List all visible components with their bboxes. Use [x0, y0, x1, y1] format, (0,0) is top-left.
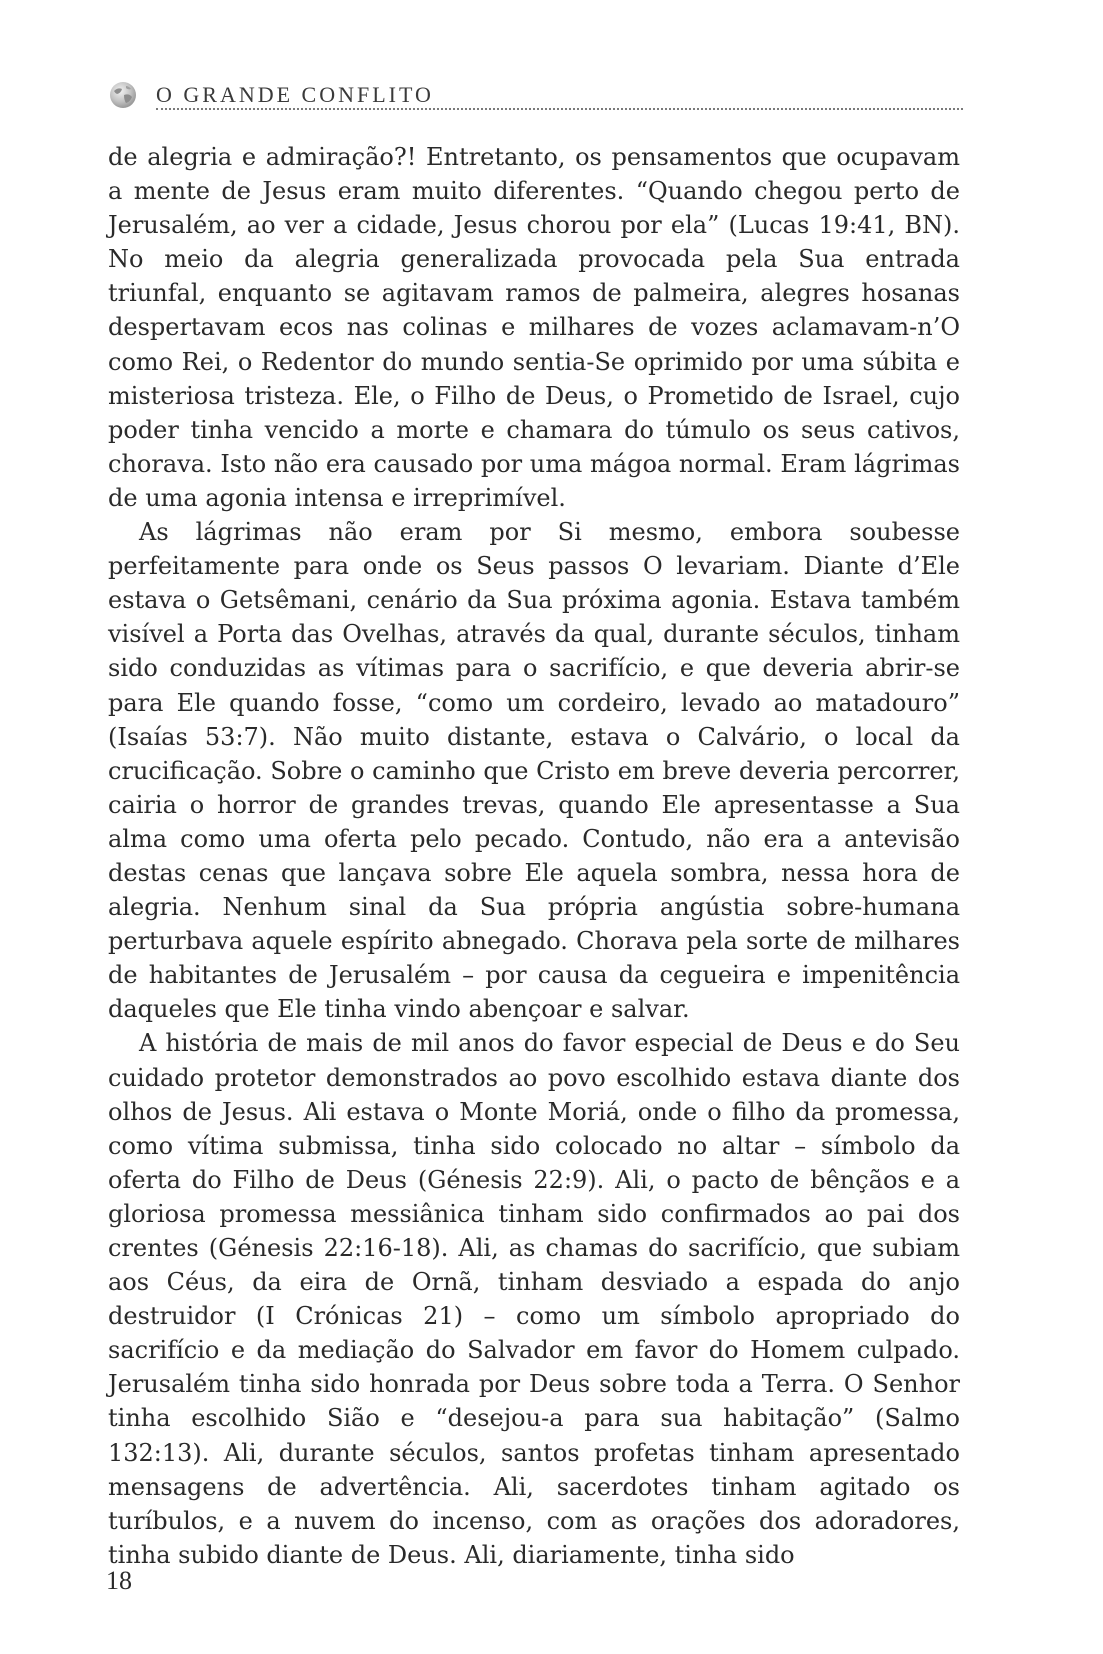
header-dotted-rule [156, 108, 963, 110]
book-title: O GRANDE CONFLITO [156, 82, 434, 107]
globe-icon [108, 80, 138, 110]
paragraph-2: As lágrimas não eram por Si mesmo, embora soubesse perfeitamente para onde os Seus passos O levariam. Diante d’Ele estava o Getsêmani, cenário da Sua próxima agonia. Estava também visível a Porta das Ovelhas, através da qual, durante séculos, tinham sido conduzidas as vítimas para o sacrifício, e que deveria abrir-se para Ele quando fosse, “como um cordeiro, levado ao matadouro” (Isaías 53:7). Não muito distante, estava o Calvário, o local da crucificação. Sobre o caminho que Cristo em breve deveria percorrer, cairia o horror de grandes trevas, quando Ele apresentasse a Sua alma como uma oferta pelo pecado. Contudo, não era a antevisão destas cenas que lançava sobre Ele aquela sombra, nessa hora de alegria. Nenhum sinal da Sua própria angústia sobre-humana perturbava aquele espírito abnegado. Chorava pela sorte de milhares de habitantes de Jerusalém – por causa da cegueira e impenitência daqueles que Ele tinha vindo abençoar e salvar. [108, 518, 960, 1024]
paragraph-1: de alegria e admiração?! Entretanto, os pensamentos que ocupavam a mente de Jesus eram muito diferentes. “Quando chegou perto de Jerusalém, ao ver a cidade, Jesus chorou por ela” (Lucas 19:41, BN). No meio da alegria generalizada provocada pela Sua entrada triunfal, enquanto se agitavam ramos de palmeira, alegres hosanas despertavam ecos nas colinas e milhares de vozes aclamavam-n’O como Rei, o Redentor do mundo sentia-Se oprimido por uma súbita e misteriosa tristeza. Ele, o Filho de Deus, o Prometido de Israel, cujo poder tinha vencido a morte e chamara do túmulo os seus cativos, chorava. Isto não era causado por uma mágoa normal. Eram lágrimas de uma agonia intensa e irreprimível. [108, 143, 960, 512]
paragraph-3: A história de mais de mil anos do favor especial de Deus e do Seu cuidado protetor demonstrados ao povo escolhido estava diante dos olhos de Jesus. Ali estava o Monte Moriá, onde o filho da promessa, como vítima submissa, tinha sido colocado no altar – símbolo da oferta do Filho de Deus (Génesis 22:9). Ali, o pacto de bênçãos e a gloriosa promessa messiânica tinham sido confirmados ao pai dos crentes (Génesis 22:16-18). Ali, as chamas do sacrifício, que subiam aos Céus, da eira de Ornã, tinham desviado a espada do anjo destruidor (I Crónicas 21) – como um símbolo apropriado do sacrifício e da mediação do Salvador em favor do Homem culpado. Jerusalém tinha sido honrada por Deus sobre toda a Terra. O Senhor tinha escolhido Sião e “desejou-a para sua habitação” (Salmo 132:13). Ali, durante séculos, santos profetas tinham apresentado mensagens de advertência. Ali, sacerdotes tinham agitado os turíbulos, e a nuvem do incenso, com as orações dos adoradores, tinha subido diante de Deus. Ali, diariamente, tinha sido [108, 1029, 960, 1569]
running-header [108, 78, 963, 112]
page-number: 18 [106, 1566, 132, 1595]
body-text [108, 140, 960, 1572]
